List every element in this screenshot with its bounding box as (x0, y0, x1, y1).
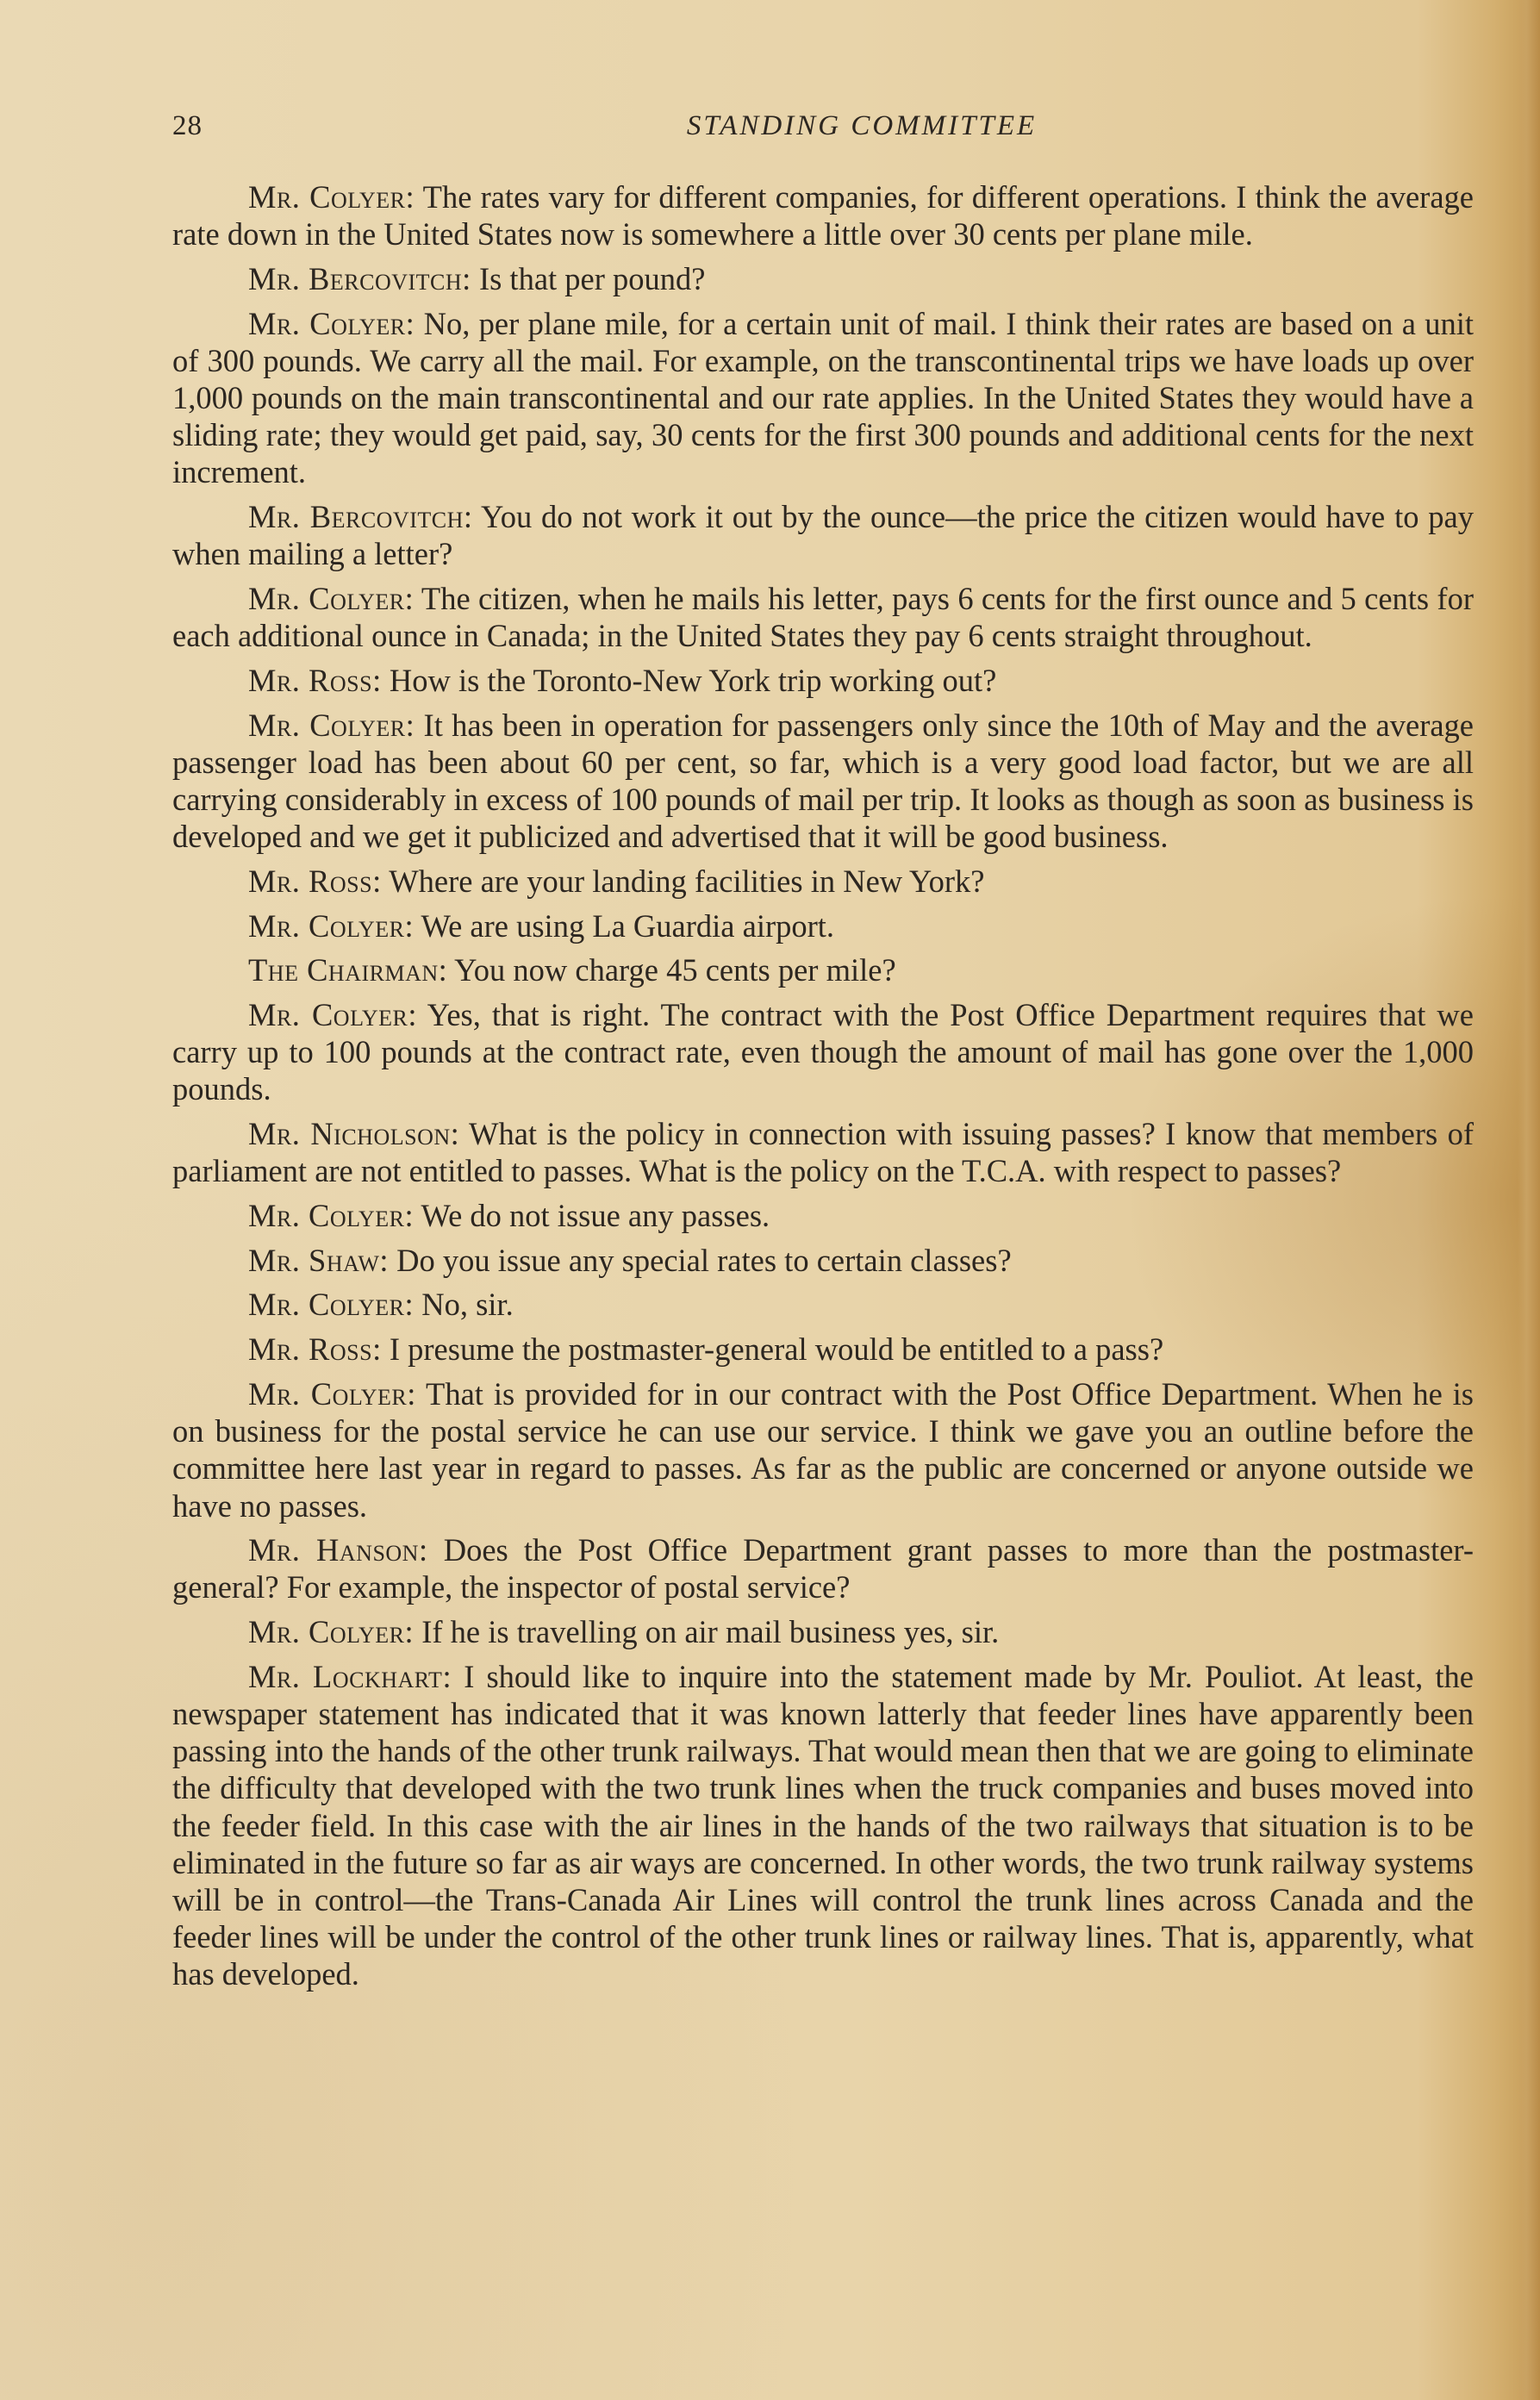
speaker-name: Mr. Ross: (248, 1331, 382, 1368)
paragraph (172, 1613, 1474, 1650)
paragraph (172, 580, 1474, 654)
speech-text: It has been in operation for passengers only since the 10th of May and the average passenger load has been about 60 per cent, so far, which is a very good load factor, but we are all carrying considerably in excess of 100 pounds of mail per trip. It looks as though as soon as business is developed and we get it publicized and advertised that it will be good business. (172, 707, 1474, 855)
speaker-name: Mr. Colyer: (248, 581, 415, 617)
paragraph (172, 1242, 1474, 1279)
paragraph (172, 996, 1474, 1108)
page-edge (1518, 0, 1540, 2400)
paragraph (172, 662, 1474, 699)
speech-text: You now charge 45 cents per mile? (447, 952, 896, 988)
paragraph (172, 1197, 1474, 1234)
speaker-name: Mr. Ross: (248, 662, 382, 698)
speech-text: I presume the postmaster-general would be entitled to a pass? (381, 1331, 1164, 1368)
speaker-name: The Chairman: (248, 952, 448, 988)
speech-text: We are using La Guardia airport. (414, 907, 835, 944)
speech-text: Where are your landing facilities in New York? (381, 863, 985, 899)
speaker-name: Mr. Bercovitch: (248, 499, 473, 535)
paragraph (172, 1658, 1474, 1993)
paragraph (172, 178, 1474, 252)
paragraph (172, 951, 1474, 988)
speech-text: What is the policy in connection with issuing passes? I know that members of parliament are not entitled to passes. What is the policy on the T.C.A. with respect to passes? (172, 1116, 1474, 1189)
speech-text: Do you issue any special rates to certain classes? (389, 1242, 1012, 1278)
speaker-name: Mr. Colyer: (248, 1198, 415, 1234)
page-header (172, 110, 1474, 159)
running-title: STANDING COMMITTEE (686, 110, 1038, 141)
speaker-name: Mr. Shaw: (248, 1242, 389, 1278)
paragraph (172, 863, 1474, 900)
speaker-name: Mr. Lockhart: (248, 1658, 452, 1694)
speech-text: If he is travelling on air mail business yes, sir. (414, 1614, 1000, 1650)
paragraph (172, 1286, 1474, 1323)
paragraph (172, 1375, 1474, 1524)
speech-text: Is that per pound? (471, 260, 706, 296)
speaker-name: Mr. Nicholson: (248, 1116, 460, 1152)
speech-text: That is provided for in our contract with the Post Office Department. When he is on business for the postal service he can use our service. I think we gave you an outline before the committee here last year in regard to passes. As far as the public are concerned or anyone outside we have no passes. (172, 1375, 1474, 1524)
paragraph (172, 305, 1474, 491)
speech-text: I should like to inquire into the statement made by Mr. Pouliot. At least, the newspaper statement has indicated that it was known latterly that feeder lines have apparently been passing into the hands of the other trunk railways. That would mean then that we are going to eliminate the difficulty that developed with the two trunk lines when the truck companies and buses moved into the feeder field. In this case with the air lines in the hands of the two railways that situation is to be eliminated in the future so far as air ways are concerned. In other words, the two trunk railway systems will be in control—the Trans-Canada Air Lines will control the trunk lines across Canada and the feeder lines will be under the control of the other trunk lines or railway lines. That is, apparently, what has developed. (172, 1658, 1475, 1992)
speaker-name: Mr. Colyer: (248, 1287, 415, 1323)
paragraph (172, 707, 1474, 856)
paragraph (172, 907, 1474, 944)
speaker-name: Mr. Colyer: (248, 907, 415, 944)
page-number: 28 (172, 110, 203, 141)
speech-text: Yes, that is right. The contract with the Post Office Department requires that we carry up to 100 pounds at the contract rate, even though the amount of mail has gone over the 1,000 pounds. (172, 997, 1474, 1107)
speaker-name: Mr. Colyer: (248, 997, 417, 1033)
speaker-name: Mr. Colyer: (248, 179, 415, 215)
speech-text: No, per plane mile, for a certain unit of mail. I think their rates are based on a unit of 300 pounds. We carry all the mail. For example, on the transcontinental trips we have loads up over 1,000 pounds on the main transcontinental and our rate applies. In the United States they would have a sliding rate; they would get paid, say, 30 cents for the first 300 pounds and additional cents for the next increment. (172, 305, 1474, 490)
paragraph (172, 1531, 1474, 1605)
paragraph (172, 1115, 1474, 1189)
speech-text: No, sir. (414, 1287, 514, 1323)
speaker-name: Mr. Colyer: (248, 1375, 416, 1412)
speaker-name: Mr. Ross: (248, 863, 382, 899)
speaker-name: Mr. Hanson: (248, 1532, 428, 1568)
speaker-name: Mr. Colyer: (248, 1614, 415, 1650)
speech-text: Does the Post Office Department grant passes to more than the postmaster-general? For example, the inspector of postal service? (172, 1532, 1474, 1605)
speaker-name: Mr. Colyer: (248, 707, 415, 743)
speech-text: How is the Toronto-New York trip working out? (381, 662, 997, 698)
transcript-body (172, 178, 1474, 2000)
speech-text: The rates vary for different companies, for different operations. I think the average rate down in the United States now is somewhere a little over 30 cents per plane mile. (172, 179, 1474, 252)
speech-text: You do not work it out by the ounce—the price the citizen would have to pay when mailing a letter? (172, 499, 1474, 572)
speaker-name: Mr. Bercovitch: (248, 260, 471, 296)
paragraph (172, 260, 1474, 297)
paragraph (172, 1331, 1474, 1368)
speech-text: The citizen, when he mails his letter, pays 6 cents for the first ounce and 5 cents for each additional ounce in Canada; in the United States they pay 6 cents straight throughout. (172, 581, 1474, 654)
speech-text: We do not issue any passes. (414, 1198, 770, 1234)
paragraph (172, 498, 1474, 572)
speaker-name: Mr. Colyer: (248, 305, 415, 341)
